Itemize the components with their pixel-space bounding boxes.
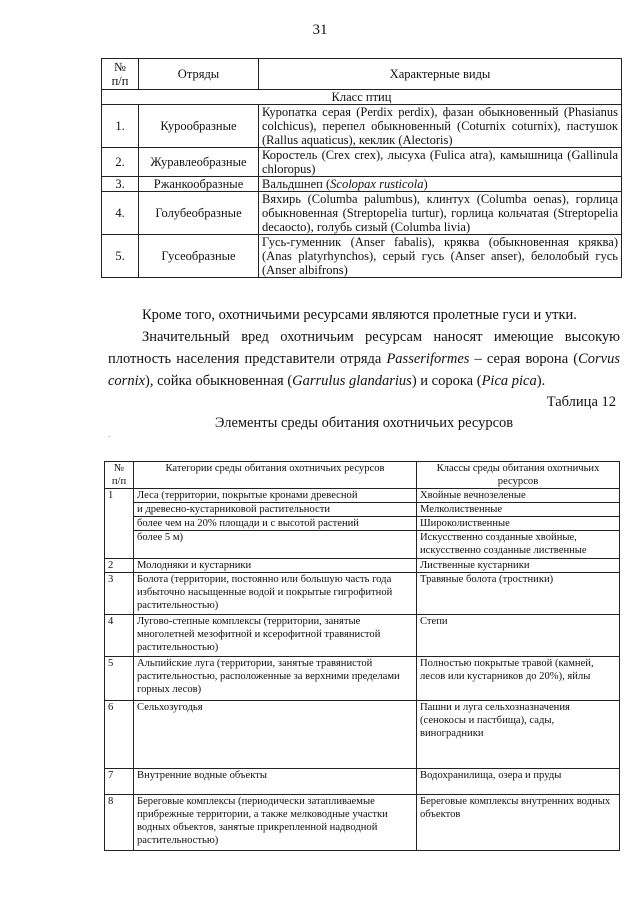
category-cell: Внутренние водные объекты [134, 769, 417, 795]
table-title: Элементы среды обитания охотничьих ресурсов [214, 415, 514, 431]
row-order: Журавлеобразные [139, 148, 259, 177]
category-cell: Болота (территории, постоянно или большую часть года избыточно насыщенные водой и покрытые гигрофитной растительностью) [134, 573, 417, 615]
row-order: Голубеобразные [139, 192, 259, 235]
class-cell: Полностью покрытые травой (камней, лесов или кустарников до 20%), яйлы [417, 657, 620, 701]
table-row [105, 795, 620, 851]
paragraph-migratory: Кроме того, охотничьими ресурсами являются пролетные гуси и утки. [142, 307, 577, 323]
latin-name: Corvus cornix [108, 351, 620, 389]
table-row [105, 615, 620, 657]
text: ), сойка обыкновенная ( [145, 373, 293, 389]
hunting-birds-table [101, 58, 622, 278]
category-cell: Молодняки и кустарники [134, 559, 417, 573]
table-row [105, 559, 620, 573]
table-header-row [102, 59, 622, 90]
category-cell: Сельхозугодья [134, 701, 417, 769]
class-cell: Широколиственные [417, 517, 620, 531]
header-species: Характерные виды [259, 59, 622, 90]
table-row [105, 769, 620, 795]
class-cell: Искусственно созданные хвойные, искусственно созданные лиственные [417, 531, 620, 559]
row-no: 7 [105, 769, 134, 795]
species-text-end: ) [423, 177, 428, 191]
text: ). [536, 373, 546, 389]
row-species: Гусь-гуменник (Anser fabalis), кряква (обыкновенная кряква) (Anas platyrhynchos), серый гусь (Anser anser), белолобый гусь (Anser albifrons) [259, 235, 622, 278]
latin-name: Passeriformes [386, 351, 470, 367]
row-order: Гусеобразные [139, 235, 259, 278]
row-species: Вяхирь (Columba palumbus), клинтух (Columba oenas), горлица обыкновенная (Streptopelia turtur), горлица кольчатая (Streptopelia decaocto), голубь сизый (Columba livia) [259, 192, 622, 235]
header-classes: Классы среды обитания охотничьих ресурсов [417, 462, 620, 489]
row-order: Ржанкообразные [139, 177, 259, 192]
header-categories: Категории среды обитания охотничьих ресурсов [134, 462, 417, 489]
category-cell: Альпийские луга (территории, занятые травянистой растительностью, расположенные за верхними пределами горных лесов) [134, 657, 417, 701]
class-row [102, 90, 622, 105]
latin-name: Garrulus glandarius [292, 373, 412, 389]
category-line: более чем на 20% площади и с высотой растений [134, 517, 417, 531]
category-line: и древесно-кустарниковой растительности [134, 503, 417, 517]
table-row [102, 192, 622, 235]
table-row [102, 105, 622, 148]
table-row [105, 701, 620, 769]
table-label: Таблица 12 [546, 394, 616, 410]
class-cell: Водохранилища, озера и пруды [417, 769, 620, 795]
row-no: 2 [105, 559, 134, 573]
row-no: 5. [102, 235, 139, 278]
header-no: № п/п [102, 59, 139, 90]
table-row [105, 531, 620, 559]
paragraph-harm [108, 326, 620, 392]
row-no: 3 [105, 573, 134, 615]
class-cell: Пашни и луга сельхозназначения (сенокосы и пастбища), сады, виноградники [417, 701, 620, 769]
text: – серая ворона ( [469, 351, 579, 367]
category-cell: Береговые комплексы (периодически затапливаемые прибрежные территории, а также мелководные участки водных объектов, занятые прикрепленной надводной растительностью) [134, 795, 417, 851]
category-line: более 5 м) [134, 531, 417, 559]
table-row [105, 503, 620, 517]
category-line: Леса (территории, покрытые кронами древесной [134, 489, 417, 503]
row-no: 8 [105, 795, 134, 851]
class-cell: Мелколиственные [417, 503, 620, 517]
latin-name: Pica pica [481, 373, 537, 389]
header-order: Отряды [139, 59, 259, 90]
row-no: 2. [102, 148, 139, 177]
class-cell: Береговые комплексы внутренних водных объектов [417, 795, 620, 851]
class-cell: Степи [417, 615, 620, 657]
table-row [105, 657, 620, 701]
page-number: 31 [312, 22, 328, 38]
row-no: 4 [105, 615, 134, 657]
class-label: Класс птиц [102, 90, 622, 105]
table-row [105, 489, 620, 503]
class-cell: Травяные болота (тростники) [417, 573, 620, 615]
scan-dot: . [108, 430, 110, 439]
table-row [105, 573, 620, 615]
category-cell: Лугово-степные комплексы (территории, занятые многолетней мезофитной и ксерофитной травянистой растительностью) [134, 615, 417, 657]
row-species: Куропатка серая (Perdix perdix), фазан обыкновенный (Phasianus colchicus), перепел обыкновенный (Coturnix coturnix), пастушок (Rallus aquaticus), кеклик (Alectoris) [259, 105, 622, 148]
table-row [102, 148, 622, 177]
row-order: Курообразные [139, 105, 259, 148]
species-latin: Scolopax rusticola [330, 177, 424, 191]
class-cell: Лиственные кустарники [417, 559, 620, 573]
habitat-table [104, 461, 620, 851]
table-row [102, 177, 622, 192]
row-no: 5 [105, 657, 134, 701]
species-text: Вальдшнеп ( [262, 177, 331, 191]
table-row [102, 235, 622, 278]
header-no: № п/п [105, 462, 134, 489]
row-no: 4. [102, 192, 139, 235]
row-no: 3. [102, 177, 139, 192]
class-cell: Хвойные вечнозеленые [417, 489, 620, 503]
table-header-row [105, 462, 620, 489]
row-no: 1 [105, 489, 134, 559]
row-no: 1. [102, 105, 139, 148]
text: Значительный вред охотничьим ресурсам наносят имеющие высокую плотность населения представители отряда [108, 329, 620, 367]
row-no: 6 [105, 701, 134, 769]
row-species: Коростель (Crex crex), лысуха (Fulica atra), камышница (Gallinula chloropus) [259, 148, 622, 177]
row-species [259, 177, 622, 192]
table-row [105, 517, 620, 531]
text: ) и сорока ( [411, 373, 482, 389]
